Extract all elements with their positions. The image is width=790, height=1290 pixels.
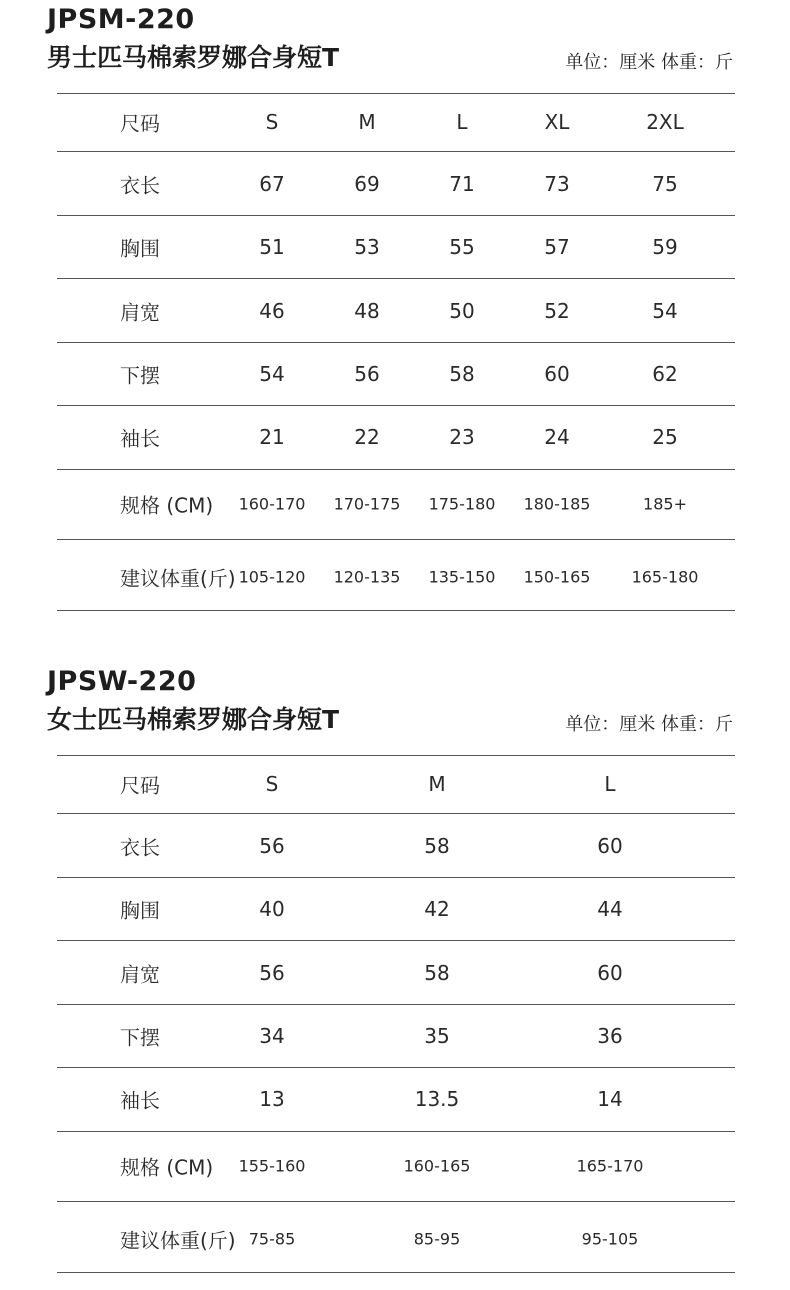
table-divider xyxy=(57,278,735,279)
table-divider xyxy=(57,813,735,814)
row-label: 袖长 xyxy=(120,426,160,451)
table-cell: 22 xyxy=(354,425,380,449)
table-divider xyxy=(57,405,735,406)
table-cell: 160-170 xyxy=(238,494,306,514)
table-cell: 54 xyxy=(652,299,678,323)
row-label: 建议体重(斤) xyxy=(120,566,236,591)
table-divider xyxy=(57,1201,735,1202)
table-divider xyxy=(57,940,735,941)
size-header-cell: M xyxy=(428,772,446,796)
table-cell: 35 xyxy=(424,1024,450,1048)
row-label: 下摆 xyxy=(120,1025,160,1050)
row-label: 建议体重(斤) xyxy=(120,1228,236,1253)
table-cell: 85-95 xyxy=(413,1229,461,1249)
row-label: 胸围 xyxy=(120,236,160,261)
header-label: 尺码 xyxy=(120,773,160,798)
row-label: 胸围 xyxy=(120,898,160,923)
table-cell: 60 xyxy=(597,834,623,858)
table-cell: 34 xyxy=(259,1024,285,1048)
table-divider xyxy=(57,539,735,540)
table-cell: 185+ xyxy=(643,494,687,514)
table-cell: 13 xyxy=(259,1087,285,1111)
table-cell: 60 xyxy=(544,362,570,386)
men-product-code: JPSM-220 xyxy=(47,4,195,35)
table-cell: 160-165 xyxy=(403,1156,471,1176)
table-cell: 53 xyxy=(354,235,380,259)
size-header-cell: S xyxy=(265,110,279,134)
table-cell: 150-165 xyxy=(523,567,591,587)
row-label: 肩宽 xyxy=(120,962,160,987)
size-header-cell: S xyxy=(265,772,279,796)
table-cell: 71 xyxy=(449,172,475,196)
table-cell: 54 xyxy=(259,362,285,386)
row-label: 规格 (CM) xyxy=(120,493,214,518)
table-cell: 14 xyxy=(597,1087,623,1111)
table-cell: 50 xyxy=(449,299,475,323)
table-cell: 180-185 xyxy=(523,494,591,514)
table-cell: 51 xyxy=(259,235,285,259)
women-size-section xyxy=(0,662,790,1282)
table-cell: 23 xyxy=(449,425,475,449)
table-cell: 120-135 xyxy=(333,567,401,587)
table-cell: 62 xyxy=(652,362,678,386)
women-unit-note: 单位：厘米 体重：斤 xyxy=(565,714,733,735)
table-cell: 40 xyxy=(259,897,285,921)
table-cell: 165-180 xyxy=(631,567,699,587)
table-cell: 59 xyxy=(652,235,678,259)
women-size-table xyxy=(57,755,735,1275)
size-header-cell: 2XL xyxy=(646,110,684,134)
table-cell: 75-85 xyxy=(248,1229,296,1249)
table-divider xyxy=(57,1067,735,1068)
men-product-name: 男士匹马棉索罗娜合身短T xyxy=(47,43,340,72)
table-cell: 56 xyxy=(354,362,380,386)
men-size-table xyxy=(57,93,735,613)
men-unit-note: 单位：厘米 体重：斤 xyxy=(565,52,733,73)
row-label: 衣长 xyxy=(120,173,160,198)
table-divider xyxy=(57,1004,735,1005)
table-cell: 56 xyxy=(259,834,285,858)
table-cell: 105-120 xyxy=(238,567,306,587)
table-cell: 25 xyxy=(652,425,678,449)
table-cell: 58 xyxy=(424,834,450,858)
table-cell: 55 xyxy=(449,235,475,259)
table-cell: 56 xyxy=(259,961,285,985)
table-cell: 58 xyxy=(449,362,475,386)
header-label: 尺码 xyxy=(120,111,160,136)
table-cell: 73 xyxy=(544,172,570,196)
table-cell: 155-160 xyxy=(238,1156,306,1176)
row-label: 规格 (CM) xyxy=(120,1155,214,1180)
table-cell: 46 xyxy=(259,299,285,323)
table-divider xyxy=(57,755,735,756)
table-cell: 42 xyxy=(424,897,450,921)
table-cell: 52 xyxy=(544,299,570,323)
table-cell: 165-170 xyxy=(576,1156,644,1176)
table-divider xyxy=(57,93,735,94)
table-divider xyxy=(57,151,735,152)
table-cell: 75 xyxy=(652,172,678,196)
table-divider xyxy=(57,342,735,343)
women-product-code: JPSW-220 xyxy=(47,666,197,697)
size-header-cell: M xyxy=(358,110,376,134)
men-size-section xyxy=(0,0,790,620)
table-cell: 69 xyxy=(354,172,380,196)
row-label: 袖长 xyxy=(120,1088,160,1113)
table-cell: 95-105 xyxy=(581,1229,639,1249)
row-label: 肩宽 xyxy=(120,300,160,325)
table-divider xyxy=(57,215,735,216)
table-cell: 175-180 xyxy=(428,494,496,514)
row-label: 下摆 xyxy=(120,363,160,388)
size-header-cell: XL xyxy=(544,110,570,134)
row-label: 衣长 xyxy=(120,835,160,860)
table-divider xyxy=(57,610,735,611)
table-cell: 21 xyxy=(259,425,285,449)
table-cell: 135-150 xyxy=(428,567,496,587)
size-header-cell: L xyxy=(456,110,468,134)
table-cell: 44 xyxy=(597,897,623,921)
table-divider xyxy=(57,469,735,470)
table-cell: 58 xyxy=(424,961,450,985)
women-product-name: 女士匹马棉索罗娜合身短T xyxy=(47,705,340,734)
table-cell: 13.5 xyxy=(414,1087,460,1111)
table-divider xyxy=(57,1272,735,1273)
table-cell: 24 xyxy=(544,425,570,449)
table-cell: 67 xyxy=(259,172,285,196)
table-cell: 36 xyxy=(597,1024,623,1048)
table-cell: 57 xyxy=(544,235,570,259)
table-cell: 170-175 xyxy=(333,494,401,514)
size-header-cell: L xyxy=(604,772,616,796)
table-cell: 48 xyxy=(354,299,380,323)
table-divider xyxy=(57,877,735,878)
table-divider xyxy=(57,1131,735,1132)
table-cell: 60 xyxy=(597,961,623,985)
